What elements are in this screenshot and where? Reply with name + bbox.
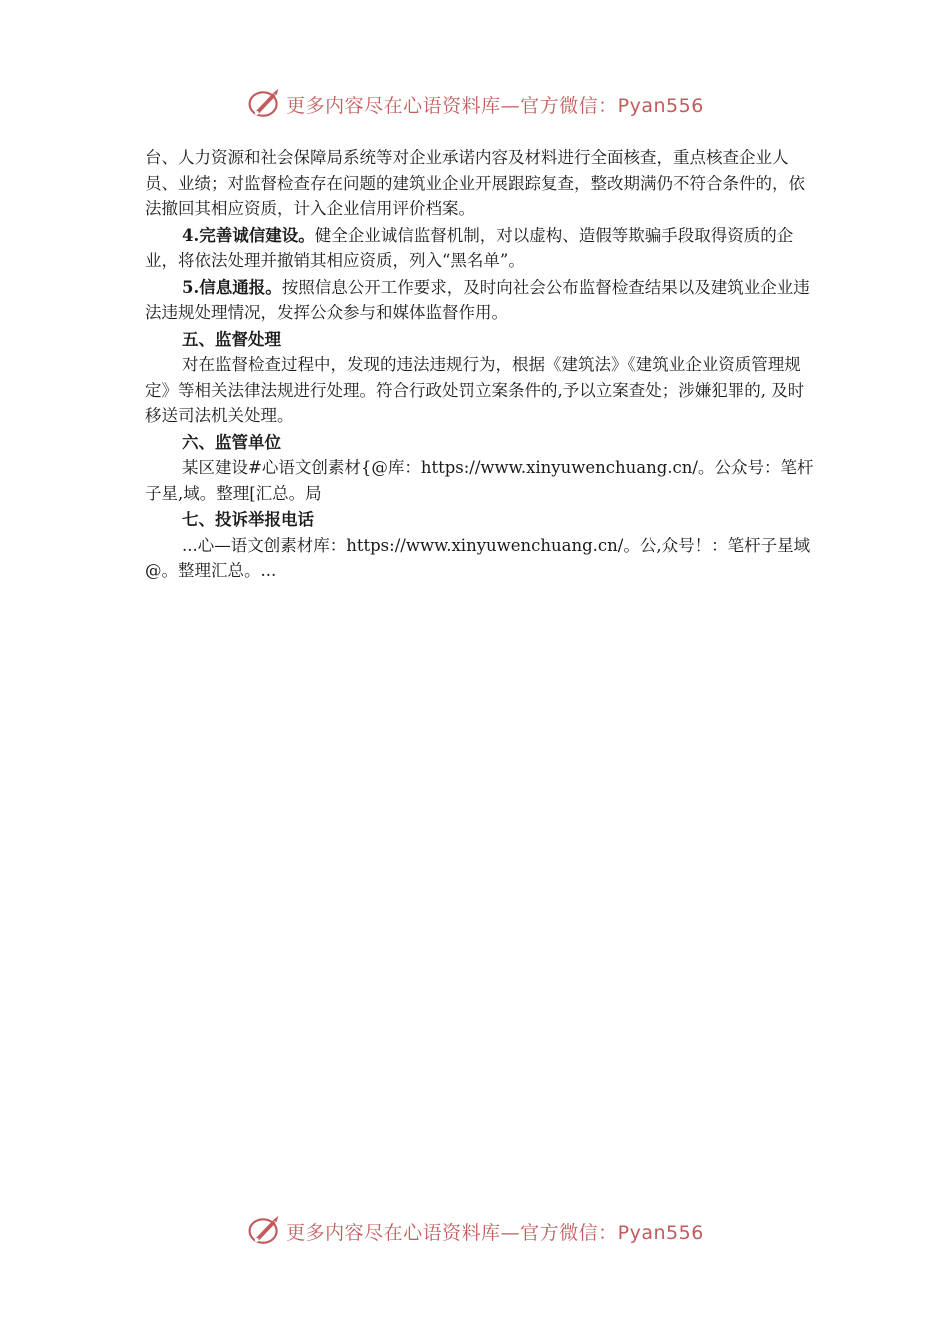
section-5-heading: 五、监督处理 bbox=[182, 329, 281, 349]
paragraph-continued: 台、人力资源和社会保障局系统等对企业承诺内容及材料进行全面核查，重点核查企业人员、业绩；对监督检查存在问题的建筑业企业开展跟踪复查，整改期满仍不符合条件的，依法撤回其相应资质，计入企业信用评价档案。 bbox=[145, 148, 805, 218]
item-5-lead: 5.信息通报。 bbox=[182, 277, 282, 297]
header-watermark-banner bbox=[0, 84, 950, 124]
banner-text: 更多内容尽在心语资料库—官方微信：Pyan556 bbox=[286, 1221, 704, 1244]
item-4-paragraph bbox=[145, 223, 817, 274]
section-7-paragraph: ...心—语文创素材库：https://www.xinyuwenchuang.cn/。公,众号！：笔杆子星域@。整理汇总。... bbox=[145, 535, 811, 580]
item-5-text: 按照信息公开工作要求，及时向社会公布监督检查结果以及建筑业企业违法违规处理情况，发挥公众参与和媒体监督作用。 bbox=[145, 277, 810, 322]
section-6-paragraph: 某区建设#心语文创素材{@库：https://www.xinyuwenchuang.cn/。公众号：笔杆子星,域。整理[汇总。局 bbox=[145, 458, 814, 503]
footer-watermark-banner bbox=[0, 1211, 950, 1251]
item-4-lead: 4.完善诚信建设。 bbox=[182, 225, 315, 245]
document-body bbox=[145, 145, 817, 584]
section-7-heading: 七、投诉举报电话 bbox=[182, 510, 314, 529]
quill-pen-logo-icon bbox=[246, 1213, 282, 1249]
section-5-paragraph: 对在监督检查过程中，发现的违法违规行为，根据《建筑法》《建筑业企业资质管理规定》等相关法律法规进行处理。符合行政处罚立案条件的,予以立案查处；涉嫌犯罪的, 及时移送司法机关处理。 bbox=[145, 355, 805, 425]
quill-pen-logo-icon bbox=[246, 86, 282, 122]
item-5-paragraph bbox=[145, 275, 817, 326]
item-4-text: 健全企业诚信监督机制，对以虚构、造假等欺骗手段取得资质的企业，将依法处理并撤销其相应资质，列入“黑名单”。 bbox=[145, 225, 794, 270]
section-6-heading: 六、监管单位 bbox=[182, 432, 281, 452]
banner-text: 更多内容尽在心语资料库—官方微信：Pyan556 bbox=[286, 94, 704, 117]
